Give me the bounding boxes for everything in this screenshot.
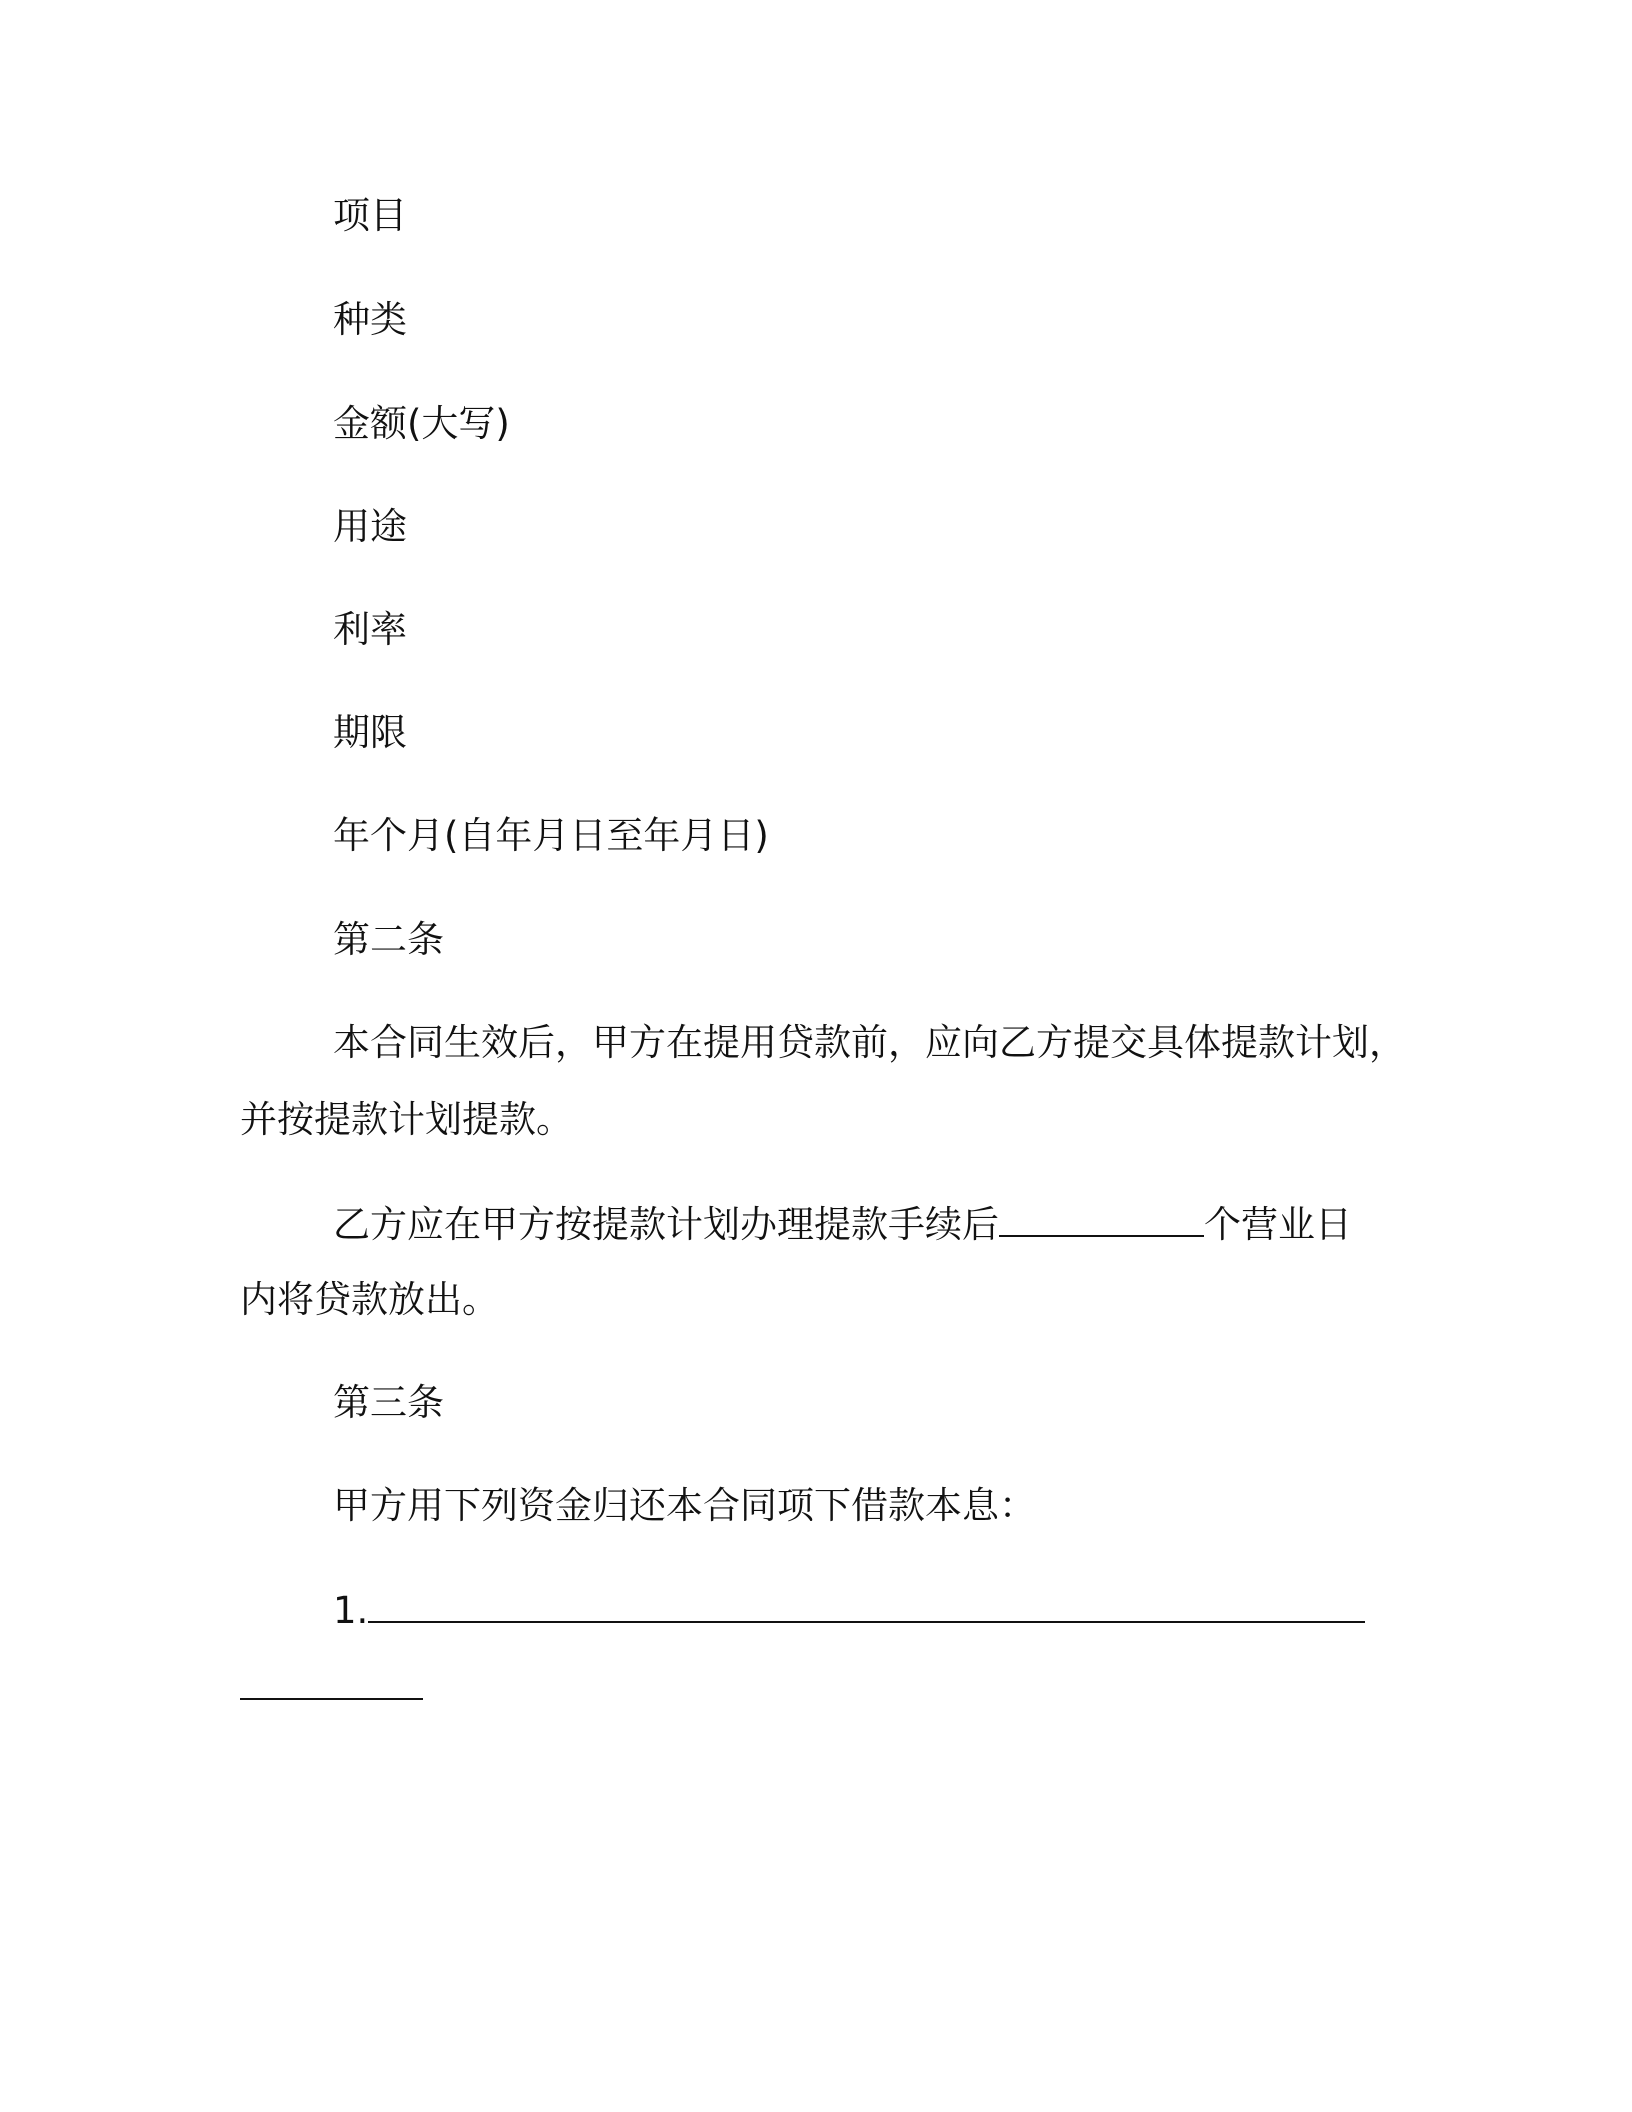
field-label-item: 项目 (333, 194, 407, 237)
article-2-para1-line1: 本合同生效后，甲方在提用贷款前，应向乙方提交具体提款计划， (333, 1021, 1406, 1064)
field-label-purpose: 用途 (333, 505, 407, 548)
article-2-para2-line1 (333, 1199, 1352, 1249)
field-label-category: 种类 (333, 298, 407, 341)
item1-blank-line2 (240, 1662, 423, 1700)
field-label-term-detail: 年个月(自年月日至年月日) (333, 814, 769, 857)
article-2-para2-before: 乙方应在甲方按提款计划办理提款手续后 (333, 1203, 999, 1246)
article-2-heading: 第二条 (333, 918, 444, 961)
article-3-item1 (333, 1585, 1365, 1635)
item1-blank-line1 (368, 1585, 1365, 1623)
article-3-intro: 甲方用下列资金归还本合同项下借款本息： (333, 1484, 1036, 1527)
business-days-blank (999, 1199, 1204, 1237)
field-label-interest-rate: 利率 (333, 608, 407, 651)
article-2-para1-line2: 并按提款计划提款。 (240, 1098, 573, 1141)
article-2-para2-after: 个营业日 (1204, 1203, 1352, 1246)
article-3-item1-continuation (240, 1662, 423, 1712)
article-2-para2-line2: 内将贷款放出。 (240, 1278, 499, 1321)
field-label-term: 期限 (333, 711, 407, 754)
article-3-item1-number: 1. (333, 1589, 369, 1632)
article-3-heading: 第三条 (333, 1381, 444, 1424)
field-label-amount: 金额(大写) (333, 402, 510, 445)
